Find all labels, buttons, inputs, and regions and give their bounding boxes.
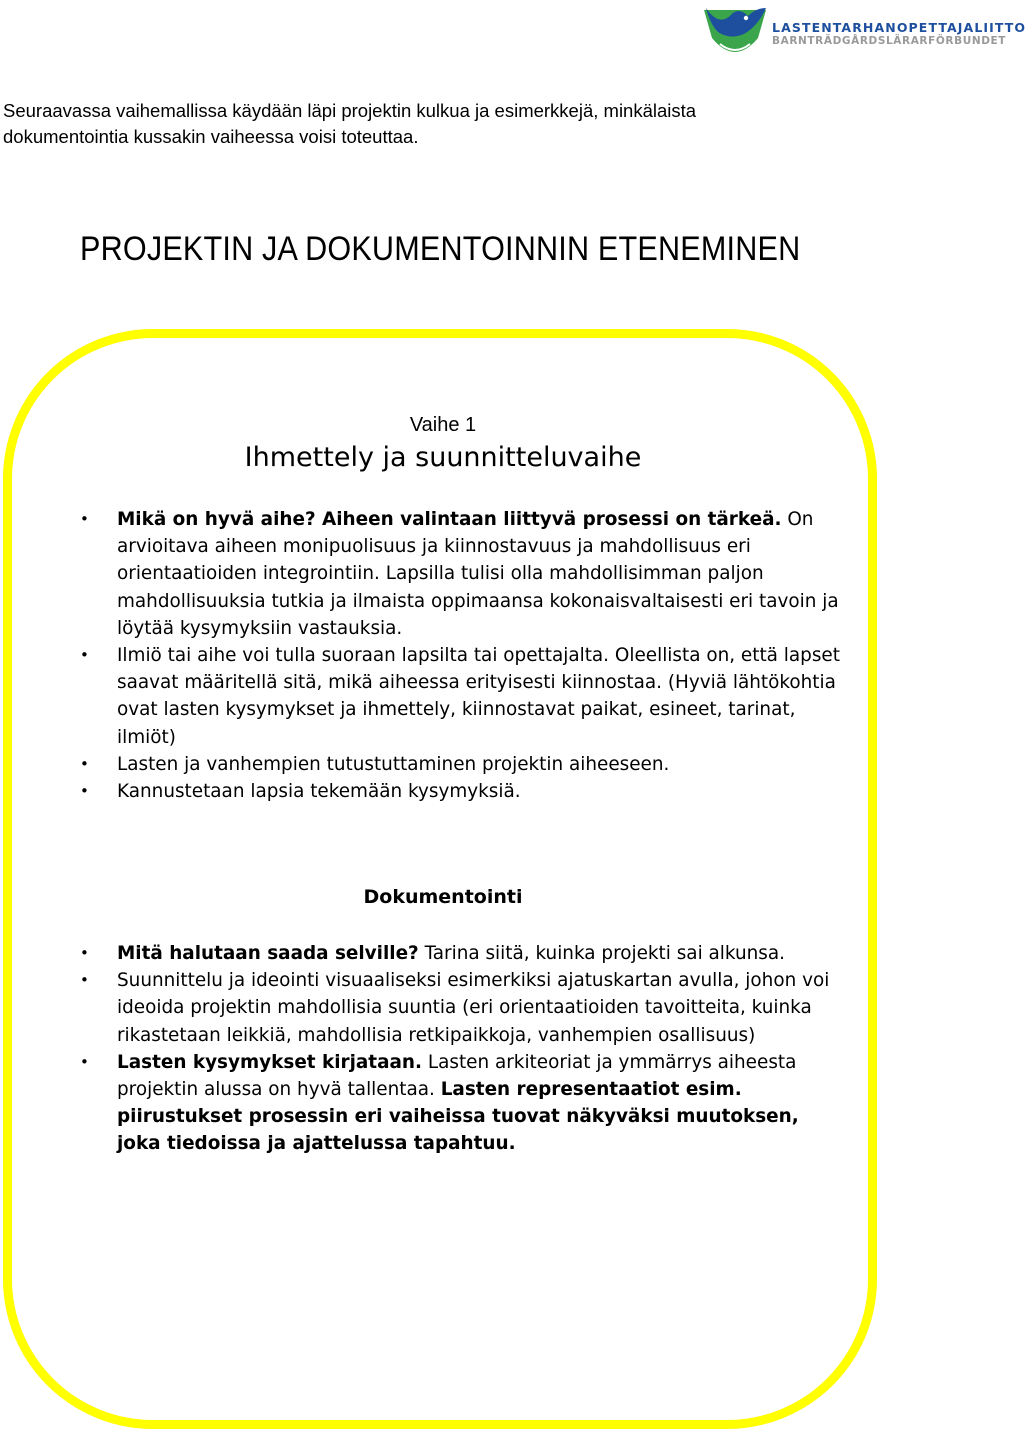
bullet-icon: • bbox=[80, 944, 89, 962]
list-item bbox=[80, 642, 840, 751]
list-item bbox=[80, 506, 840, 642]
stage-title: Ihmettely ja suunnitteluvaihe bbox=[244, 442, 642, 473]
page-heading: PROJEKTIN JA DOKUMENTOINNIN ETENEMINEN bbox=[80, 230, 801, 268]
logo-name: LASTENTARHANOPETTAJALIITTO bbox=[772, 20, 1026, 35]
item-text: On arvioitava aiheen monipuolisuus ja kiinnostavuus ja mahdollisuus eri orientaatioiden integrointiin. Lapsilla tulisi olla mahdollisimman paljon mahdollisuuksia tutkia ja ilmaista oppimaansa kokonaisvaltaisesti eri tavoin ja löytää kysymyksiin vastauksia. bbox=[117, 509, 839, 639]
intro-line: dokumentointia kussakin vaiheessa voisi toteuttaa. bbox=[3, 126, 419, 147]
stage-frame bbox=[3, 329, 877, 1429]
logo-subname: BARNTRÄDGÅRDSLÄRARFÖRBUNDET bbox=[772, 35, 1007, 47]
item-text: Tarina siitä, kuinka projekti sai alkunsa. bbox=[418, 943, 786, 964]
documentation-item-list bbox=[80, 940, 840, 1158]
intro-line: Seuraavassa vaihemallissa käydään läpi projektin kulkua ja esimerkkejä, minkälaista bbox=[3, 100, 697, 121]
item-bold-text: Mitä halutaan saada selville? bbox=[117, 943, 419, 964]
item-text: Kannustetaan lapsia tekemään kysymyksiä. bbox=[117, 781, 521, 803]
bullet-icon: • bbox=[80, 646, 89, 665]
list-item bbox=[80, 940, 840, 967]
stage-label: Vaihe 1 bbox=[409, 414, 477, 436]
item-bold-text: Lasten kysymykset kirjataan. bbox=[117, 1051, 422, 1073]
item-text: Ilmiö tai aihe voi tulla suoraan lapsilta tai opettajalta. Oleellista on, että lapset saavat määritellä sitä, mikä aiheessa erityisesti kiinnostaa. (Hyviä lähtökohtia ovat lasten kysymykset ja ihmettely, kiinnostavat paikat, esineet, tarinat, ilmiöt) bbox=[117, 645, 840, 748]
bullet-icon: • bbox=[80, 1052, 89, 1071]
item-bold-text: Mikä on hyvä aihe? Aiheen valintaan liittyvä prosessi on tärkeä. bbox=[117, 509, 782, 530]
bullet-icon: • bbox=[80, 971, 89, 990]
list-item bbox=[80, 1049, 840, 1158]
item-text: Lasten arkiteoriat ja ymmärrys aiheesta projektin alussa on hyvä tallentaa. bbox=[117, 1051, 797, 1101]
stage-item-list bbox=[80, 506, 840, 805]
bullet-icon: • bbox=[80, 782, 89, 801]
bird-emblem-icon bbox=[700, 4, 770, 64]
list-item bbox=[80, 778, 840, 805]
documentation-title: Dokumentointi bbox=[363, 886, 523, 908]
list-item bbox=[80, 751, 840, 778]
item-bold-text: Lasten representaatiot esim. piirustukset prosessin eri vaiheissa tuovat näkyväksi muutoksen, joka tiedoissa ja ajattelussa tapahtuu. bbox=[117, 1079, 799, 1155]
item-text: Lasten ja vanhempien tutustuttaminen projektin aiheeseen. bbox=[117, 753, 670, 775]
bullet-icon: • bbox=[80, 510, 89, 528]
organization-logo bbox=[700, 4, 1026, 64]
item-text: Suunnittelu ja ideointi visuaaliseksi esimerkiksi ajatuskartan avulla, johon voi ideoida projektin mahdollisia suuntia (eri orientaatioiden tavoitteita, kuinka rikastetaan leikkiä, mahdollisia retkipaikkoja, vanhempien osallisuus) bbox=[117, 970, 830, 1046]
bullet-icon: • bbox=[80, 754, 89, 773]
intro-paragraph bbox=[3, 98, 883, 150]
list-item bbox=[80, 967, 840, 1049]
